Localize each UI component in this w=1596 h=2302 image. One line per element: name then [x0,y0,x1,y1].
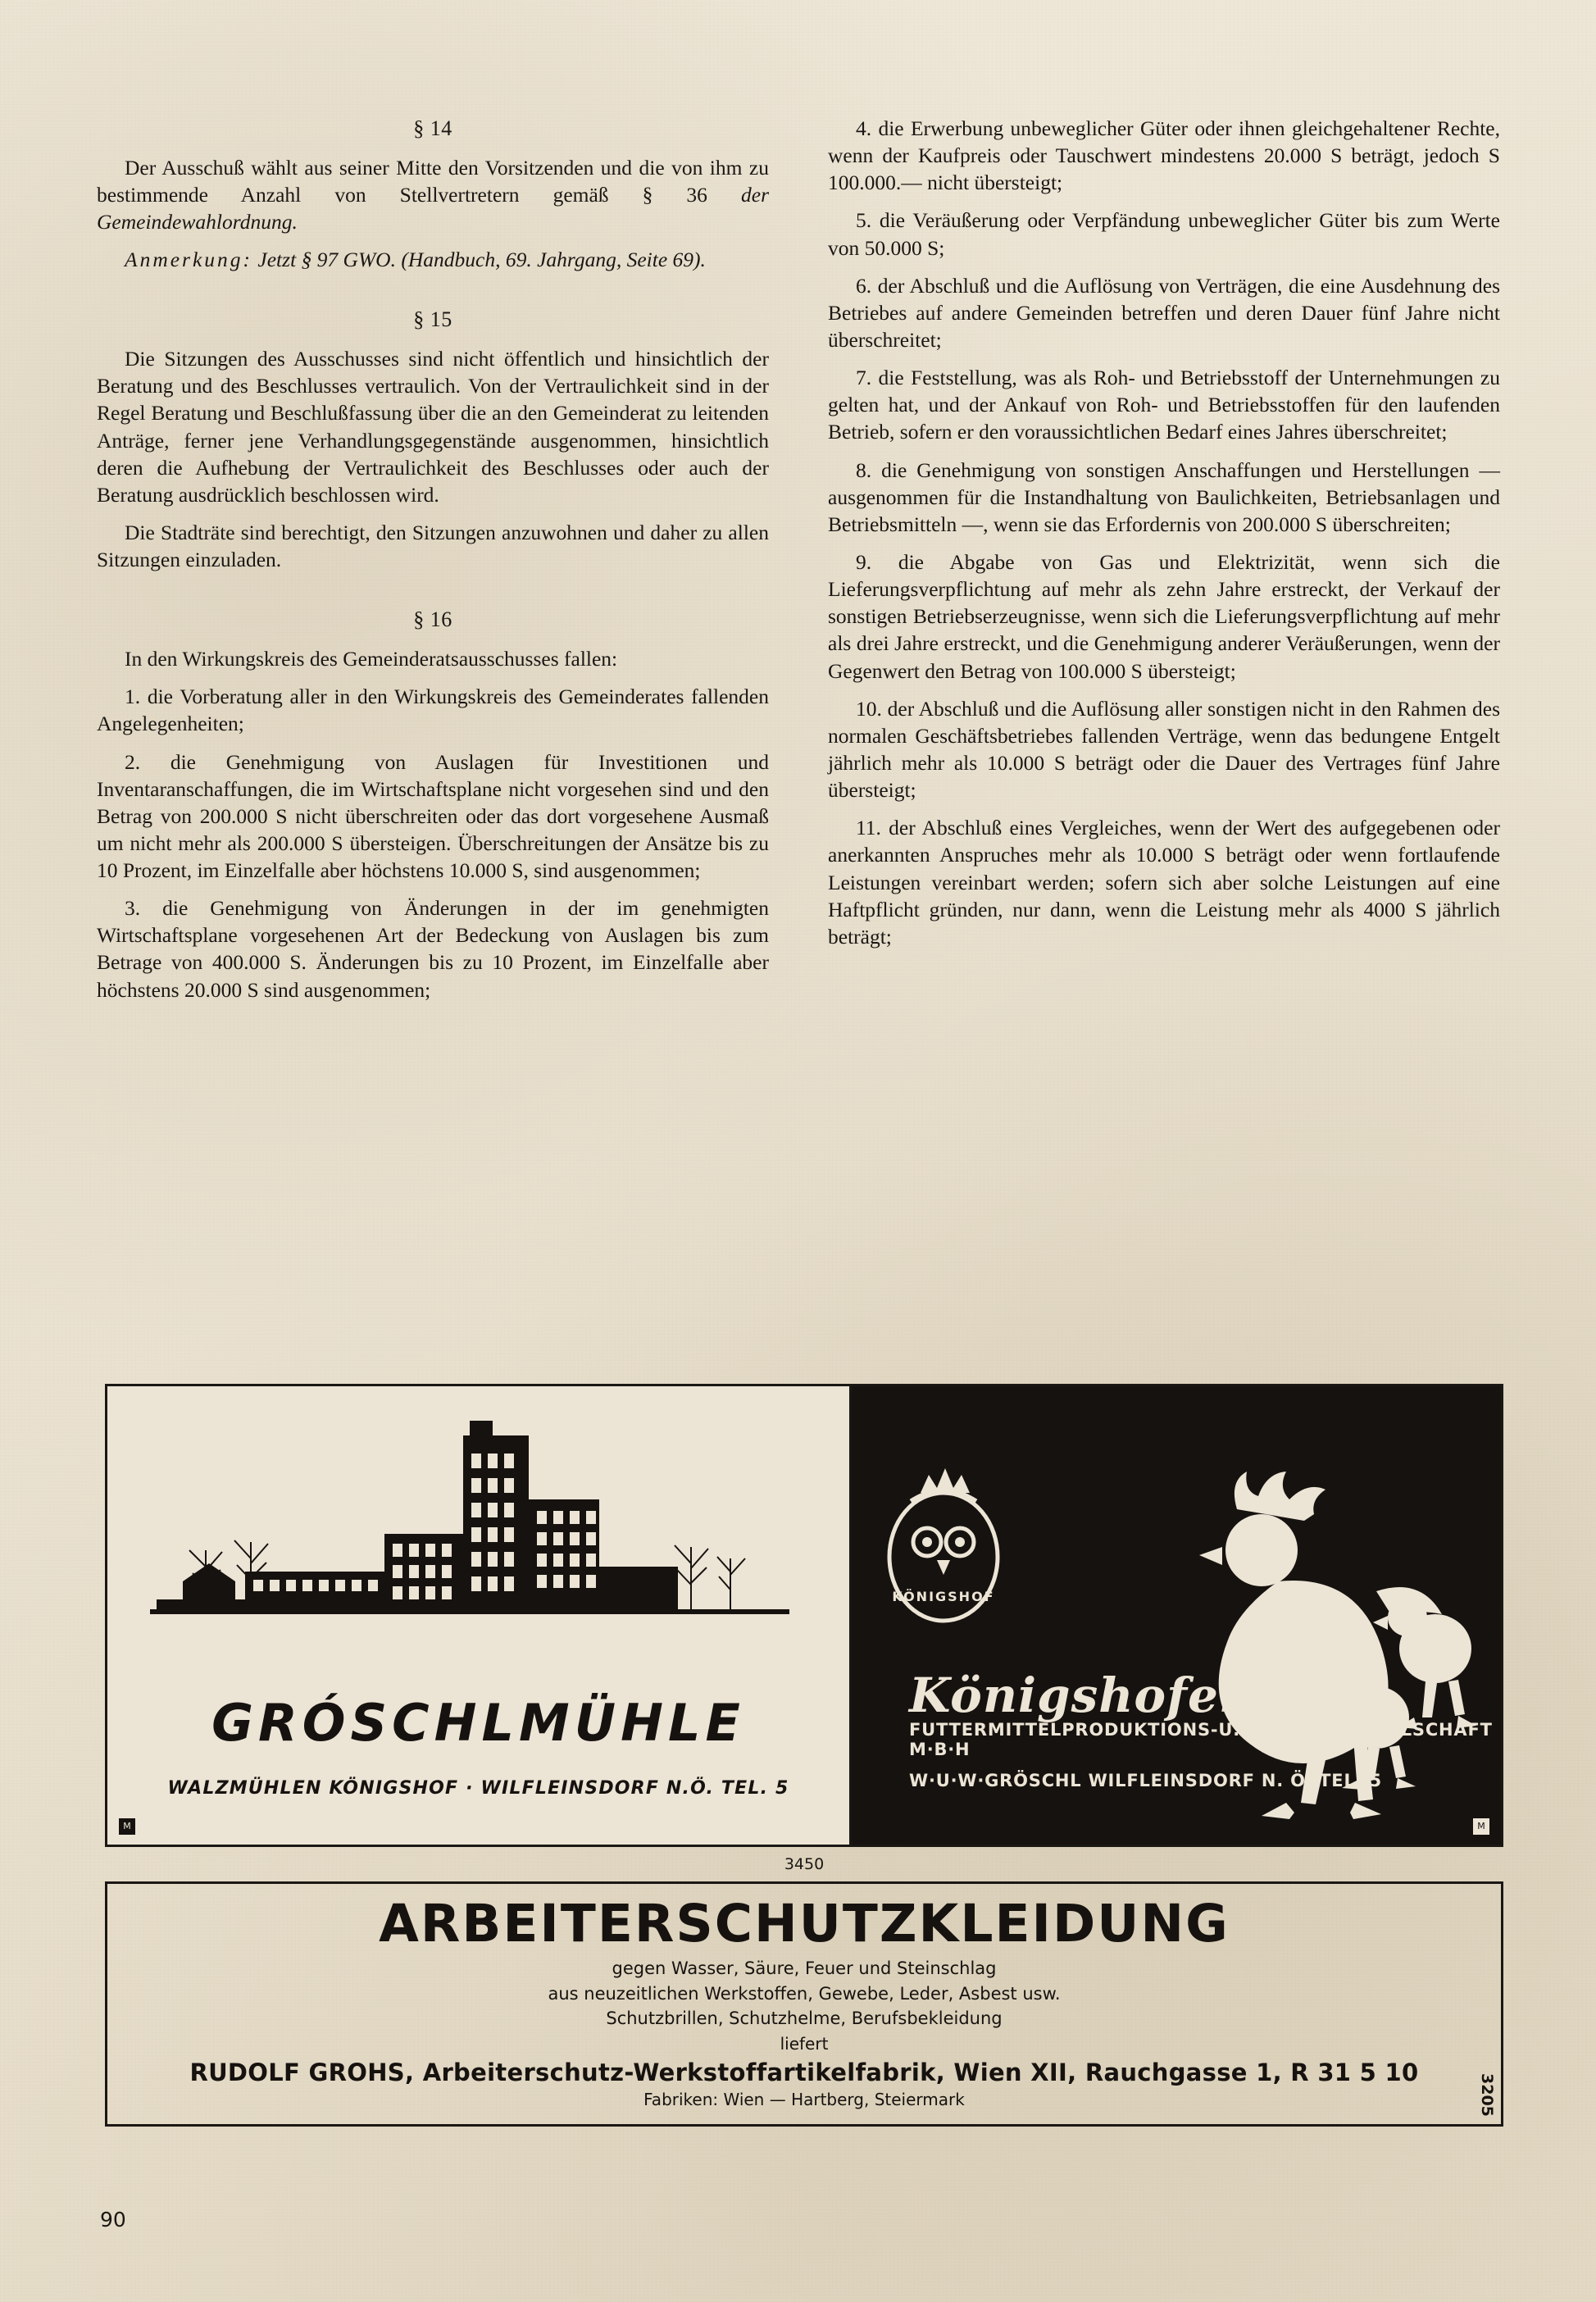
section-heading-14: § 14 [413,116,452,140]
section-16-item-4: 4. die Erwerbung unbeweglicher Güter oder ihnen gleichgehaltener Rechte, wenn der Kaufpreis oder Tauschwert mindestens 20.000 S beträgt, jedoch S 100.000.— nicht übersteigt; [828,116,1500,195]
ad-koenigshofer[interactable] [852,1386,1501,1845]
ad-reference-number: 3450 [784,1855,825,1873]
ad-groeschlmuehle[interactable] [107,1386,852,1845]
ad-right-corner-mark: M [1473,1818,1489,1835]
section-heading-15: § 15 [413,307,452,332]
ad-right-title: Königshofer [909,1667,1245,1723]
advertisement-row [105,1384,1503,1847]
advertisement-area [105,1384,1503,2127]
svg-text:KÖNIGSHOF: KÖNIGSHOF [892,1589,995,1604]
section-16-item-8: 8. die Genehmigung von sonstigen Anschaffungen und Herstellungen — ausgenommen für die Instandhaltung von Baulichkeiten, Betriebsanlagen und Betriebsmitteln —, wenn sie das Erfordernis von 200.000 S überschreiten; [828,457,1500,536]
s14-italic-ref: der Gemeindewahlordnung. [97,182,769,234]
section-15-paragraph-2: Die Stadträte sind berechtigt, den Sitzungen anzuwohnen und daher zu allen Sitzungen einzuladen. [97,521,769,572]
section-15-paragraph-1: Die Sitzungen des Ausschusses sind nicht öffentlich und hinsichtlich der Beratung und des Beschlusses vertraulich. Von der Vertraulichkeit sind in der Regel Beratung und Beschlußfassung über die an den Gemeinderat zu leitenden Anträge, ferner jene Verhandlungsgegenstände ausgenommen, hinsichtlich deren die Aufhebung der Vertraulichkeit des Beschlusses oder auch der Beratung ausdrücklich beschlossen wird. [97,347,769,507]
ad-left-corner-mark: M [119,1818,135,1835]
note-label: Anmerkung: [125,248,253,272]
page-number: 90 [100,2208,126,2231]
ad-right-line-2: W·U·W·GRÖSCHL WILFLEINSDORF N. Ö. TEL. 5 [909,1771,1382,1790]
ad-bottom-line-2: aus neuzeitlichen Werkstoffen, Gewebe, Leder, Asbest usw. [548,1983,1061,2004]
s14-text: Der Ausschuß wählt aus seiner Mitte den Vorsitzenden und die von ihm zu bestimmende Anzahl von Stellvertretern gemäß § 36 [97,155,769,207]
ad-bottom-liefert: liefert [780,2034,829,2054]
section-heading-16: § 16 [413,607,452,632]
ad-arbeiterschutzkleidung[interactable] [105,1881,1503,2127]
section-16-item-9: 9. die Abgabe von Gas und Elektrizität, wenn sich die Lieferungsverpflichtung auf mehr als zehn Jahre erstreckt, der Verkauf der sonstigen Betriebserzeugnisse, wenn sich die Lieferungsverpflichtung auf mehr als drei Jahre erstreckt, und die Genehmigung anderer Veräußerungen, wenn der Gegenwert den Betrag von 100.000 S übersteigt; [828,549,1500,683]
ad-bottom-line-3: Schutzbrillen, Schutzhelme, Berufsbekleidung [606,2009,1003,2029]
mill-illustration-icon [107,1403,852,1731]
ad-left-subtitle: WALZMÜHLEN KÖNIGSHOF · WILFLEINSDORF N.Ö. TEL. 5 [167,1778,789,1799]
section-16-item-5: 5. die Veräußerung oder Verpfändung unbeweglicher Güter bis zum Werte von 50.000 S; [828,208,1500,260]
ad-bottom-description [129,1956,1480,2031]
ad-bottom-title: ARBEITERSCHUTZKLEIDUNG [379,1894,1230,1954]
section-16-intro: In den Wirkungskreis des Gemeinderatsausschusses fallen: [125,647,618,671]
section-16-item-1: 1. die Vorberatung aller in den Wirkungskreis des Gemeinderates fallenden Angelegenheiten; [97,685,769,736]
ad-bottom-fabriken: Fabriken: Wien — Hartberg, Steiermark [643,2090,965,2110]
right-column [828,115,1500,1014]
section-16-item-10: 10. der Abschluß und die Auflösung aller sonstigen nicht in den Rahmen des normalen Geschäftsbetriebes fallenden Verträge, wenn das bedungene Entgelt jährlich mehr als 10.000 S beträgt oder die Dauer des Vertrages fünf Jahre übersteigt; [828,696,1500,803]
ad-bottom-company: RUDOLF GROHS, Arbeiterschutz-Werkstoffartikelfabrik, Wien XII, Rauchgasse 1, R 31 5 10 [189,2059,1419,2087]
text-columns [97,115,1500,1014]
section-16-item-7: 7. die Feststellung, was als Roh- und Betriebsstoff der Unternehmungen zu gelten hat, und der Ankauf von Roh- und Betriebsstoffen für den laufenden Betrieb, sofern er den voraussichtlichen Bedarf eines Jahres überschreitet; [828,366,1500,444]
emblem-icon [889,1468,998,1621]
section-16-item-3: 3. die Genehmigung von Änderungen in der im genehmigten Wirtschaftsplane vorgesehenen Art der Bedeckung von Auslagen bis zum Betrage von 400.000 S. Änderungen bis zu 10 Prozent, im Einzelfalle aber höchstens 20.000 S sind ausgenommen; [97,896,769,1002]
section-14-note [97,246,769,273]
ad-bottom-line-1: gegen Wasser, Säure, Feuer und Steinschlag [612,1959,997,1979]
note-text: Jetzt § 97 GWO. (Handbuch, 69. Jahrgang, Seite 69). [252,248,706,272]
ad-bottom-code: 3205 [1478,2072,1496,2117]
ad-right-line-1: FUTTERMITTELPRODUKTIONS-U.HANDELSGESELLSCHAFT M·B·H [909,1720,1493,1759]
ad-left-title: GRÓSCHLMÜHLE [211,1693,745,1753]
section-16-item-2: 2. die Genehmigung von Auslagen für Investitionen und Inventaranschaffungen, die im Wirtschaftsplane nicht vorgesehen sind und den Betrag von 200.000 S nicht überschreiten oder das dort vorgesehene Ausmaß um nicht mehr als 200.000 S übersteigen. Überschreitungen der Ansätze bis zu 10 Prozent, im Einzelfalle aber höchstens 10.000 S, sind ausgenommen; [97,749,769,883]
section-16-item-6: 6. der Abschluß und die Auflösung von Verträgen, die eine Ausdehnung des Betriebes auf andere Gemeinden betreffen und deren Dauer fünf Jahre nicht überschreitet; [828,273,1500,352]
left-column [97,115,769,1014]
section-16-item-11: 11. der Abschluß eines Vergleiches, wenn der Wert des aufgegebenen oder anerkannten Anspruches mehr als 10.000 S beträgt oder wenn fortlaufende Leistungen vereinbart werden; sofern sich aber solche Leistungen auf eine Haftpflicht gründen, nur dann, wenn die Leistung mehr als 4000 S jährlich beträgt; [828,816,1500,949]
section-14-paragraph [97,154,769,235]
